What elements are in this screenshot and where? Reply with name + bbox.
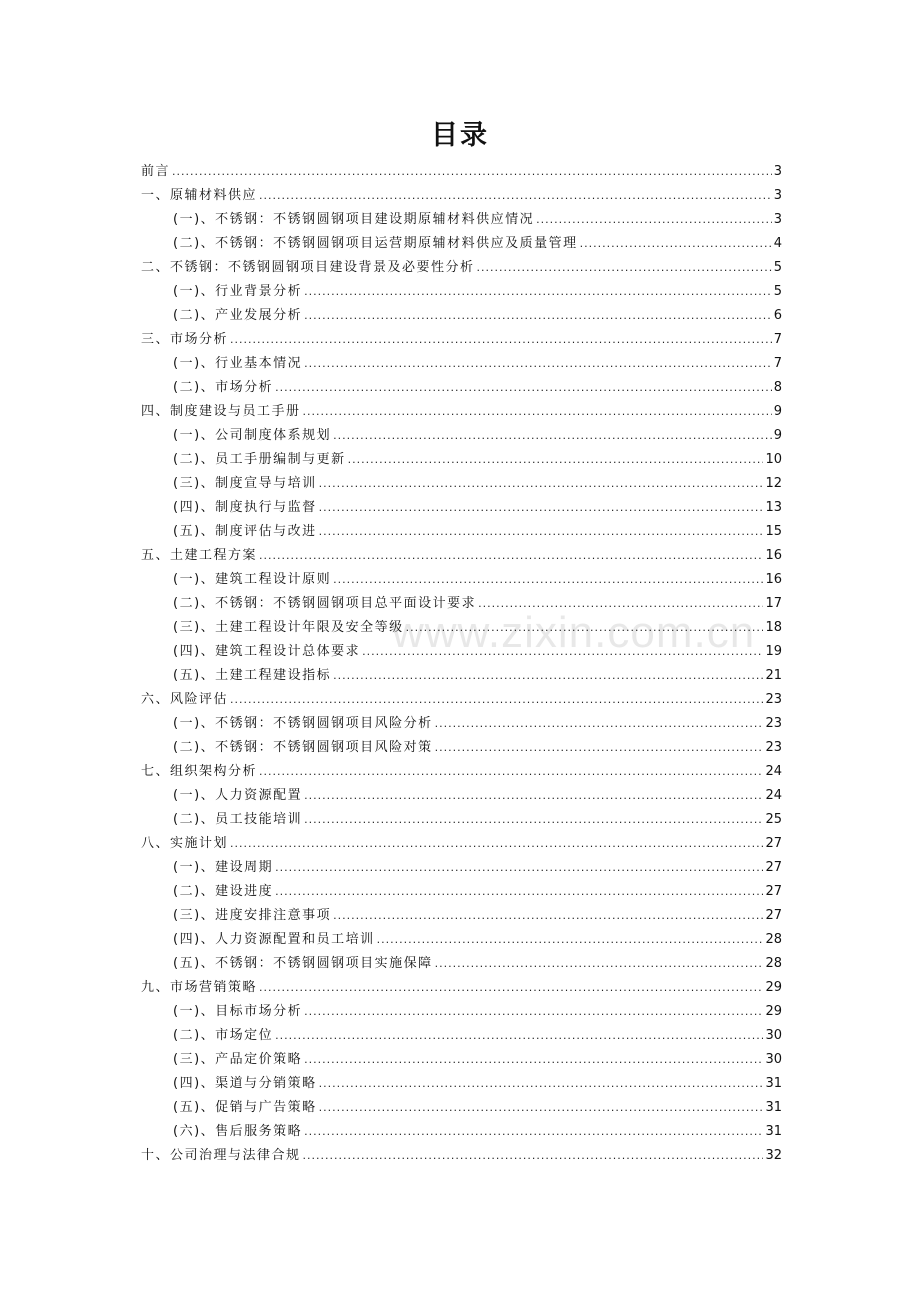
toc-dot-leader: [304, 784, 763, 808]
toc-dot-leader: [435, 712, 764, 736]
toc-entry-label: (一)、公司制度体系规划: [173, 428, 332, 443]
toc-entry-label: (五)、土建工程建设指标: [173, 668, 332, 683]
toc-dot-leader: [319, 496, 764, 520]
toc-subentry[interactable]: [141, 664, 782, 688]
toc-entry[interactable]: [141, 256, 782, 280]
toc-dot-leader: [333, 424, 772, 448]
toc-page-number: 5: [773, 284, 782, 299]
toc-dot-leader: [319, 1072, 764, 1096]
toc-dot-leader: [259, 184, 772, 208]
toc-entry-label: 五、土建工程方案: [141, 548, 258, 563]
toc-entry-label: (二)、产业发展分析: [173, 308, 303, 323]
toc-entry-label: (二)、市场定位: [173, 1028, 274, 1043]
toc-dot-leader: [319, 472, 764, 496]
toc-entry-label: (三)、制度宣导与培训: [173, 476, 317, 491]
toc-page-number: 19: [765, 644, 782, 659]
toc-entry[interactable]: [141, 400, 782, 424]
toc-subentry[interactable]: [141, 808, 782, 832]
toc-entry[interactable]: [141, 688, 782, 712]
toc-entry-label: (三)、进度安排注意事项: [173, 908, 332, 923]
toc-page-number: 4: [773, 236, 782, 251]
toc-page-number: 27: [765, 860, 782, 875]
toc-entry[interactable]: [141, 544, 782, 568]
toc-page-number: 29: [765, 1004, 782, 1019]
toc-entry[interactable]: [141, 1144, 782, 1168]
toc-entry[interactable]: [141, 832, 782, 856]
toc-entry-label: 九、市场营销策略: [141, 980, 258, 995]
toc-subentry[interactable]: [141, 736, 782, 760]
toc-entry-label: (一)、建筑工程设计原则: [173, 572, 332, 587]
toc-subentry[interactable]: [141, 448, 782, 472]
toc-entry-label: (五)、不锈钢：不锈钢圆钢项目实施保障: [173, 956, 433, 971]
toc-entry-label: (一)、不锈钢：不锈钢圆钢项目建设期原辅材料供应情况: [173, 212, 535, 227]
toc-page-number: 24: [765, 764, 782, 779]
toc-subentry[interactable]: [141, 1072, 782, 1096]
toc-page-number: 23: [765, 740, 782, 755]
toc-entry-label: (一)、行业背景分析: [173, 284, 303, 299]
toc-subentry[interactable]: [141, 1048, 782, 1072]
toc-dot-leader: [304, 1048, 763, 1072]
toc-page-number: 31: [765, 1124, 782, 1139]
toc-dot-leader: [477, 256, 772, 280]
toc-entry-label: (四)、建筑工程设计总体要求: [173, 644, 361, 659]
toc-dot-leader: [230, 328, 772, 352]
toc-subentry[interactable]: [141, 1120, 782, 1144]
toc-subentry[interactable]: [141, 496, 782, 520]
toc-dot-leader: [172, 160, 772, 184]
toc-dot-leader: [230, 832, 763, 856]
toc-page-number: 10: [765, 452, 782, 467]
toc-page-number: 28: [765, 956, 782, 971]
toc-entry-label: (一)、行业基本情况: [173, 356, 303, 371]
toc-entry-label: 三、市场分析: [141, 332, 229, 347]
toc-entry-label: 六、风险评估: [141, 692, 229, 707]
toc-page-number: 24: [765, 788, 782, 803]
toc-entry-label: (四)、制度执行与监督: [173, 500, 317, 515]
toc-dot-leader: [319, 1096, 764, 1120]
toc-entry-label: (二)、员工技能培训: [173, 812, 303, 827]
toc-subentry[interactable]: [141, 928, 782, 952]
toc-subentry[interactable]: [141, 352, 782, 376]
toc-subentry[interactable]: [141, 1000, 782, 1024]
toc-page-number: 30: [765, 1052, 782, 1067]
toc-page-number: 7: [773, 332, 782, 347]
toc-entry[interactable]: [141, 328, 782, 352]
toc-page-number: 13: [765, 500, 782, 515]
toc-page-number: 16: [765, 548, 782, 563]
toc-entry-label: (二)、不锈钢：不锈钢圆钢项目总平面设计要求: [173, 596, 477, 611]
toc-dot-leader: [275, 1024, 763, 1048]
toc-page-number: 16: [765, 572, 782, 587]
toc-dot-leader: [377, 928, 764, 952]
toc-subentry[interactable]: [141, 232, 782, 256]
toc-page-number: 23: [765, 716, 782, 731]
toc-dot-leader: [303, 1144, 764, 1168]
toc-entry-label: 四、制度建设与员工手册: [141, 404, 301, 419]
toc-subentry[interactable]: [141, 520, 782, 544]
toc-entry[interactable]: [141, 184, 782, 208]
toc-dot-leader: [304, 808, 763, 832]
toc-page-number: 9: [773, 428, 782, 443]
toc-dot-leader: [580, 232, 772, 256]
toc-dot-leader: [304, 352, 772, 376]
table-of-contents: [141, 160, 782, 1168]
toc-page-number: 15: [765, 524, 782, 539]
toc-dot-leader: [319, 520, 764, 544]
toc-page-number: 28: [765, 932, 782, 947]
toc-subentry[interactable]: [141, 208, 782, 232]
toc-entry-label: (二)、员工手册编制与更新: [173, 452, 346, 467]
toc-page-number: 31: [765, 1100, 782, 1115]
toc-subentry[interactable]: [141, 712, 782, 736]
toc-entry-label: (三)、产品定价策略: [173, 1052, 303, 1067]
toc-page-number: 32: [765, 1148, 782, 1163]
toc-page-number: 27: [765, 908, 782, 923]
toc-page-number: 6: [773, 308, 782, 323]
toc-page-number: 27: [765, 836, 782, 851]
toc-page-number: 9: [773, 404, 782, 419]
toc-subentry[interactable]: [141, 904, 782, 928]
watermark: www.zixin.com.cn: [392, 608, 756, 657]
toc-dot-leader: [333, 904, 763, 928]
toc-dot-leader: [259, 976, 763, 1000]
toc-page-number: 23: [765, 692, 782, 707]
toc-entry-label: (一)、建设周期: [173, 860, 274, 875]
toc-dot-leader: [275, 880, 763, 904]
toc-dot-leader: [259, 544, 763, 568]
toc-subentry[interactable]: [141, 376, 782, 400]
toc-subentry[interactable]: [141, 1024, 782, 1048]
toc-entry-label: (一)、人力资源配置: [173, 788, 303, 803]
toc-entry-label: (二)、不锈钢：不锈钢圆钢项目运营期原辅材料供应及质量管理: [173, 236, 578, 251]
toc-entry-label: 一、原辅材料供应: [141, 188, 258, 203]
toc-page-number: 7: [773, 356, 782, 371]
toc-entry-label: 八、实施计划: [141, 836, 229, 851]
toc-entry-label: (五)、促销与广告策略: [173, 1100, 317, 1115]
toc-subentry[interactable]: [141, 784, 782, 808]
toc-dot-leader: [303, 400, 772, 424]
toc-entry-label: (三)、土建工程设计年限及安全等级: [173, 620, 404, 635]
toc-page-number: 30: [765, 1028, 782, 1043]
toc-dot-leader: [333, 664, 763, 688]
toc-dot-leader: [230, 688, 763, 712]
toc-entry-label: (四)、渠道与分销策略: [173, 1076, 317, 1091]
toc-entry-label: (二)、市场分析: [173, 380, 274, 395]
toc-entry-label: 七、组织架构分析: [141, 764, 258, 779]
toc-entry-label: 前言: [141, 164, 171, 179]
toc-entry[interactable]: [141, 760, 782, 784]
toc-page-number: 27: [765, 884, 782, 899]
toc-page-number: 17: [765, 596, 782, 611]
toc-entry-label: (一)、目标市场分析: [173, 1004, 303, 1019]
toc-dot-leader: [348, 448, 764, 472]
toc-subentry[interactable]: [141, 1096, 782, 1120]
toc-dot-leader: [275, 376, 772, 400]
toc-entry[interactable]: [141, 160, 782, 184]
toc-entry[interactable]: [141, 976, 782, 1000]
toc-entry-label: 二、不锈钢：不锈钢圆钢项目建设背景及必要性分析: [141, 260, 475, 275]
toc-subentry[interactable]: [141, 952, 782, 976]
toc-page-number: 29: [765, 980, 782, 995]
toc-entry-label: (六)、售后服务策略: [173, 1124, 303, 1139]
toc-page-number: 18: [765, 620, 782, 635]
toc-subentry[interactable]: [141, 880, 782, 904]
toc-page-number: 5: [773, 260, 782, 275]
toc-subentry[interactable]: [141, 568, 782, 592]
toc-dot-leader: [259, 760, 763, 784]
toc-entry-label: 十、公司治理与法律合规: [141, 1148, 301, 1163]
toc-entry-label: (二)、建设进度: [173, 884, 274, 899]
toc-subentry[interactable]: [141, 280, 782, 304]
toc-subentry[interactable]: [141, 856, 782, 880]
toc-page-number: 31: [765, 1076, 782, 1091]
toc-dot-leader: [435, 736, 764, 760]
toc-dot-leader: [304, 304, 772, 328]
toc-dot-leader: [304, 1120, 763, 1144]
toc-page-number: 3: [773, 164, 782, 179]
toc-page-number: 3: [773, 212, 782, 227]
toc-page-number: 25: [765, 812, 782, 827]
toc-dot-leader: [333, 568, 763, 592]
toc-entry-label: (二)、不锈钢：不锈钢圆钢项目风险对策: [173, 740, 433, 755]
toc-dot-leader: [304, 280, 772, 304]
toc-page-number: 21: [765, 668, 782, 683]
toc-subentry[interactable]: [141, 424, 782, 448]
toc-page-number: 8: [773, 380, 782, 395]
toc-entry-label: (一)、不锈钢：不锈钢圆钢项目风险分析: [173, 716, 433, 731]
toc-subentry[interactable]: [141, 304, 782, 328]
page-title: 目录: [431, 120, 489, 151]
toc-entry-label: (四)、人力资源配置和员工培训: [173, 932, 375, 947]
toc-page-number: 12: [765, 476, 782, 491]
toc-page-number: 3: [773, 188, 782, 203]
toc-entry-label: (五)、制度评估与改进: [173, 524, 317, 539]
toc-dot-leader: [275, 856, 763, 880]
toc-dot-leader: [536, 208, 772, 232]
toc-dot-leader: [304, 1000, 763, 1024]
toc-subentry[interactable]: [141, 472, 782, 496]
toc-dot-leader: [435, 952, 764, 976]
